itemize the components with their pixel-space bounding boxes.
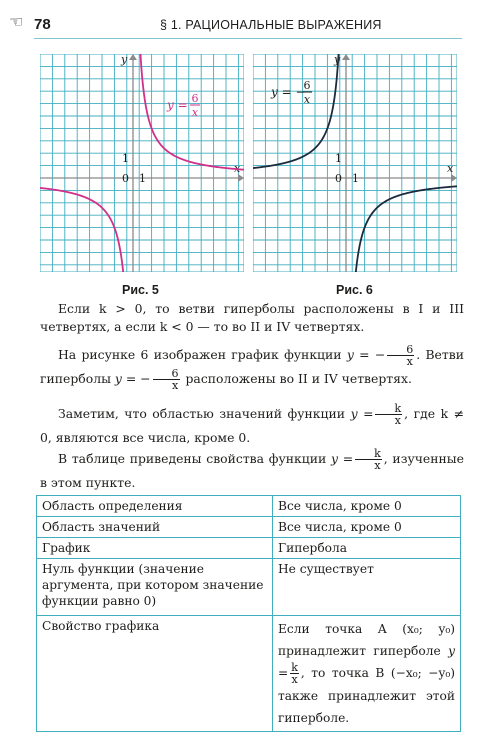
- property-cell: Область значений: [37, 517, 273, 538]
- y-axis-arrow: [342, 54, 350, 60]
- figure-5-graph: [40, 54, 244, 272]
- p2-fraction: $\frac{6}{x}$: [387, 344, 414, 367]
- origin-label: 0: [122, 172, 129, 185]
- table-row: [37, 496, 461, 517]
- x-axis-label: x: [447, 162, 454, 175]
- unit-x-label: 1: [139, 172, 146, 185]
- function-label: [270, 79, 312, 106]
- section-title: § 1. РАЦИОНАЛЬНЫЕ ВЫРАЖЕНИЯ: [160, 18, 382, 32]
- p3-after: , где k ≠ 0, являются все числа, кроме 0.: [40, 406, 464, 445]
- x-axis-arrow: [451, 174, 457, 182]
- y-axis-label: y: [334, 54, 341, 66]
- p2-before: На рисунке 6 изображен график функции: [58, 347, 342, 362]
- p2-function2: y = −: [114, 371, 151, 386]
- p4-fraction: $\frac{k}{x}$: [355, 448, 382, 471]
- page-header: [0, 0, 496, 40]
- p3-before: Заметим, что областью значений функции: [58, 406, 346, 421]
- hand-icon: ☜: [9, 12, 24, 31]
- function-label-numerator: 6: [191, 92, 199, 105]
- figure-5-caption: Рис. 5: [122, 283, 159, 297]
- property-cell: График: [37, 538, 273, 559]
- p2-function: y = −: [346, 347, 386, 362]
- unit-y-label: 1: [122, 152, 129, 165]
- x-axis-label: x: [234, 162, 241, 175]
- function-label-prefix: y =: [167, 98, 188, 112]
- paragraph-figure6: [40, 343, 464, 391]
- page-number: 78: [34, 16, 51, 33]
- value-cell: Гипербола: [273, 538, 461, 559]
- paragraph-range: [40, 402, 464, 449]
- property-cell: Нуль функции (значение аргумента, при котором значение функции равно 0): [37, 559, 273, 616]
- graph-property-part1: Если точка A (x₀; y₀) принадлежит гиперболе: [278, 622, 455, 658]
- graph-property-function: y =: [278, 644, 456, 680]
- table-row: [37, 517, 461, 538]
- paragraph-quadrants: Если k > 0, то ветви гиперболы расположены в I и III четвертях, а если k < 0 — то во II и IV четвертях.: [40, 301, 464, 334]
- p2-fraction2: $\frac{6}{x}$: [153, 368, 180, 391]
- y-axis-arrow: [129, 54, 137, 60]
- p4-after: , изученные в этом пункте.: [40, 451, 464, 490]
- table-row: [37, 538, 461, 559]
- x-axis-arrow: [238, 174, 244, 182]
- header-rule: [34, 38, 462, 39]
- origin-label: 0: [335, 172, 342, 185]
- figure-6-graph: [253, 54, 457, 272]
- graph-property-part2: , то точка B (−x₀; −y₀) также принадлежит этой гиперболе.: [278, 666, 455, 725]
- p2-after: . Ветви гиперболы: [40, 347, 464, 386]
- table-row: [37, 559, 461, 616]
- hyperbola-branch: [353, 186, 457, 272]
- value-cell: Не существует: [273, 559, 461, 616]
- y-axis-label: y: [121, 54, 128, 66]
- properties-table: [36, 495, 461, 732]
- function-label-numerator: 6: [303, 79, 311, 92]
- paragraph-table-intro: [40, 447, 464, 494]
- function-label-prefix: y = −: [271, 85, 306, 99]
- table-row: [37, 616, 461, 732]
- value-cell: Все числа, кроме 0: [273, 517, 461, 538]
- unit-x-label: 1: [352, 172, 359, 185]
- figure-6-caption: Рис. 6: [336, 283, 373, 297]
- value-cell: Все числа, кроме 0: [273, 496, 461, 517]
- p2-end: расположены во II и IV четвертях.: [185, 371, 412, 386]
- graph-property-fraction: $\frac{k}{x}$: [291, 661, 298, 686]
- unit-y-label: 1: [335, 152, 342, 165]
- p3-fraction: $\frac{k}{x}$: [375, 403, 402, 426]
- property-cell: Свойство графика: [37, 616, 273, 732]
- property-cell: Область определения: [37, 496, 273, 517]
- function-label: [166, 92, 200, 119]
- p4-function: y =: [330, 451, 354, 466]
- p4-before: В таблице приведены свойства функции: [58, 451, 327, 466]
- function-label-denominator: x: [191, 106, 199, 119]
- p3-function: y =: [350, 406, 374, 421]
- value-cell: [273, 616, 461, 732]
- function-label-denominator: x: [303, 93, 311, 106]
